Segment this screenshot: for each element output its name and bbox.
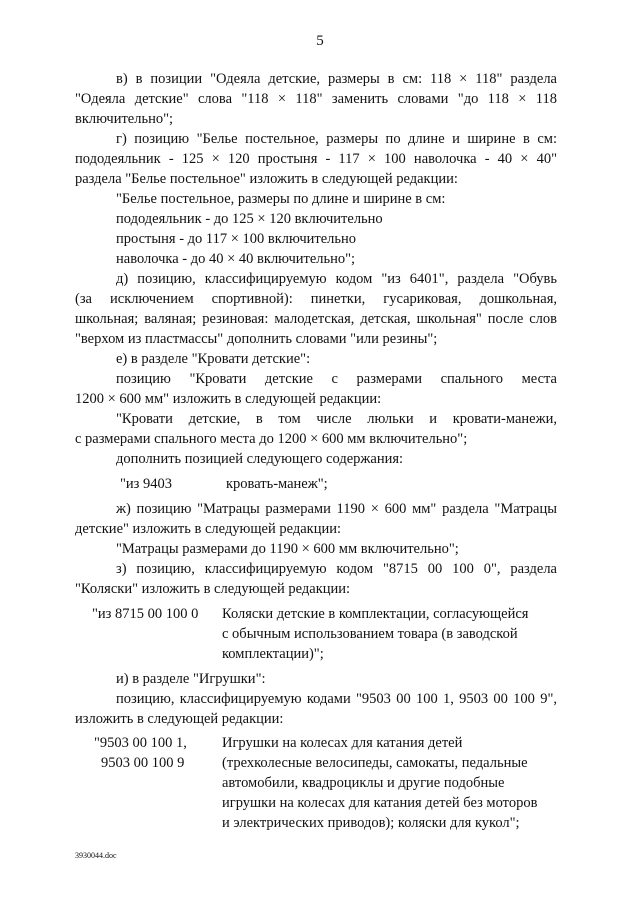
desc-9503-line: и электрических приводов); коляски для кукол";: [222, 815, 520, 831]
text-line: "Белье постельное, размеры по длине и ширине в см:: [116, 191, 446, 207]
text-line: "Коляски" изложить в следующей редакции:: [75, 581, 351, 597]
code-9503: 9503 00 100 9: [101, 755, 185, 771]
text-line: позицию "Кровати детские с размерами спального места: [116, 371, 557, 387]
text-line: з) позицию, классифицируемую кодом "8715 00 100 0", раздела: [116, 561, 557, 577]
text-line: (за исключением спортивной): пинетки, гусариковая, дошкольная,: [75, 291, 557, 307]
desc-9503-line: Игрушки на колесах для катания детей: [222, 735, 463, 751]
text-line: "Кровати детские, в том числе люльки и кровати-манежи,: [116, 411, 557, 427]
text-line: д) позицию, классифицируемую кодом "из 6401", раздела "Обувь: [116, 271, 557, 287]
text-line: изложить в следующей редакции:: [75, 711, 284, 727]
text-line: пододеяльник - 125 × 120 простыня - 117 × 100 наволочка - 40 × 40": [75, 151, 557, 167]
text-line: "верхом из пластмассы" дополнить словами "или резины";: [75, 331, 438, 347]
desc-9503-line: игрушки на колесах для катания детей без моторов: [222, 795, 538, 811]
desc-9503-line: (трехколесные велосипеды, самокаты, педальные: [222, 755, 528, 771]
footer-filename: 3930044.doc: [75, 851, 117, 860]
text-line: позицию, классифицируемую кодами "9503 00 100 1, 9503 00 100 9",: [116, 691, 557, 707]
text-line: в) в позиции "Одеяла детские, размеры в см: 118 × 118" раздела: [116, 71, 557, 87]
text-line: "Матрацы размерами до 1190 × 600 мм включительно";: [116, 541, 459, 557]
text-line: и) в разделе "Игрушки":: [116, 671, 266, 687]
desc-8715-line: комплектации)";: [222, 646, 324, 662]
text-line: школьная; валяная; резиновая: малодетская, детская, школьная" после слов: [75, 311, 557, 327]
text-line: пододеяльник - до 125 × 120 включительно: [116, 211, 383, 227]
desc-9503-line: автомобили, квадроциклы и другие подобные: [222, 775, 505, 791]
code-9503: "9503 00 100 1,: [94, 735, 187, 751]
code-8715: "из 8715 00 100 0: [92, 606, 199, 622]
code-9403: "из 9403: [120, 476, 173, 492]
text-line: включительно";: [75, 111, 174, 127]
text-line: "Одеяла детские" слова "118 × 118" заменить словами "до 118 × 118: [75, 91, 557, 107]
desc-8715-line: Коляски детские в комплектации, согласующейся: [222, 606, 529, 622]
text-line: простыня - до 117 × 100 включительно: [116, 231, 357, 247]
text-line: дополнить позицией следующего содержания:: [116, 451, 404, 467]
text-line: 1200 × 600 мм" изложить в следующей редакции:: [75, 391, 382, 407]
text-line: ж) позицию "Матрацы размерами 1190 × 600 мм" раздела "Матрацы: [116, 501, 557, 517]
text-line: с размерами спального места до 1200 × 600 мм включительно";: [75, 431, 468, 447]
text-line: г) позицию "Белье постельное, размеры по длине и ширине в см:: [116, 131, 557, 147]
desc-9403: кровать-манеж";: [226, 476, 328, 492]
text-line: наволочка - до 40 × 40 включительно";: [116, 251, 356, 267]
desc-8715-line: с обычным использованием товара (в заводской: [222, 626, 518, 642]
text-line: раздела "Белье постельное" изложить в следующей редакции:: [75, 171, 458, 187]
text-line: е) в разделе "Кровати детские":: [116, 351, 311, 367]
text-line: детские" изложить в следующей редакции:: [75, 521, 342, 537]
page-number: 5: [316, 33, 324, 49]
